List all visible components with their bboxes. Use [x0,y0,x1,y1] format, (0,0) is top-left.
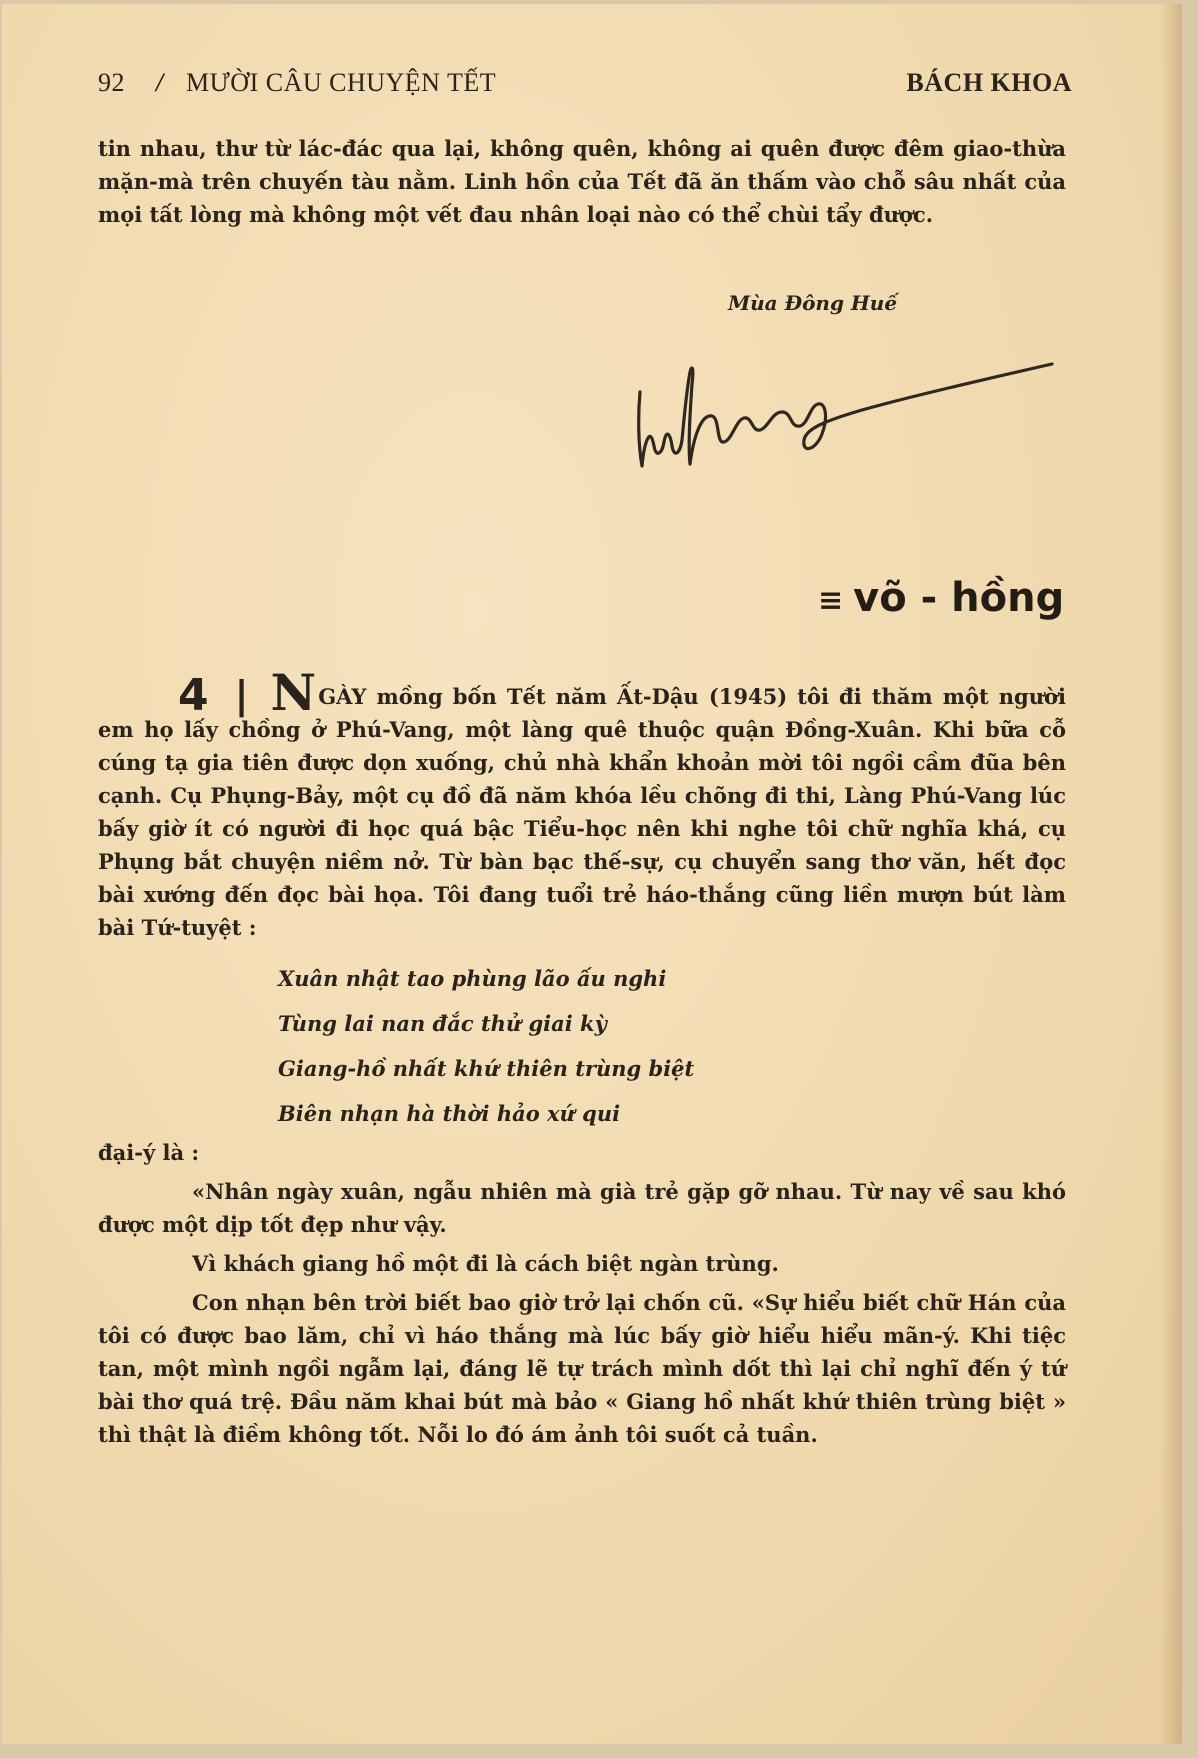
translation-paragraph-3: Con nhạn bên trời biết bao giờ trở lại chốn cũ. «Sự hiểu biết chữ Hán của tôi có được bao lăm, chỉ vì háo thắng mà lúc bấy giờ hiểu hiểu mãn-ý. Khi tiệc tan, một mình ngồi ngẫm lại, đáng lẽ tự trách mình dốt thì lại chỉ nghĩ đến ý tứ bài thơ quá trệ. Đầu năm khai bút mà bảo « Giang hồ nhất khứ thiên trùng biệt » thì thật là điềm không tốt. Nỗi lo đó ám ảnh tôi suốt cả tuần. [98,1290,1066,1447]
translation-paragraph-2: Vì khách giang hồ một đi là cách biệt ngàn trùng. [192,1251,779,1276]
drop-cap: N [270,663,317,722]
poem-line-4: Biên nhạn hà thời hảo xứ qui [278,1101,621,1126]
translation-paragraph-1: «Nhân ngày xuân, ngẫu nhiên mà già trẻ gặp gỡ nhau. Từ nay về sau khó được một dịp tốt đẹp như vậy. [98,1179,1066,1237]
poem-line-2: Tùng lai nan đắc thử giai kỳ [278,1011,607,1036]
magazine-page [2,4,1182,1744]
magazine-name: BÁCH KHOA [906,68,1072,97]
author-name: võ - hồng [853,575,1065,621]
poem-block [278,956,1066,1136]
story-section [98,663,1066,1451]
byline-bars: ≡ [818,582,844,618]
signoff-location: Mùa Đông Huế [728,291,898,315]
poem-line-1: Xuân nhật tao phùng lão ấu nghi [278,966,667,991]
opening-text: GÀY mồng bốn Tết năm Ất-Dậu (1945) tôi đi thăm một người em họ lấy chồng ở Phú-Vang, một làng quê thuộc quận Đồng-Xuân. Khi bữa cỗ cúng tạ gia tiên được dọn xuống, chủ nhà khẩn khoản mời tôi ngồi cầm đũa bên cạnh. Cụ Phụng-Bảy, một cụ đồ đã năm khóa lều chõng đi thi, Làng Phú-Vang lúc bấy giờ ít có người đi học quá bậc Tiểu-học nên khi nghe tôi chữ nghĩa khá, cụ Phụng bắt chuyện niềm nở. Từ bàn bạc thế-sự, cụ chuyển sang thơ văn, hết đọc bài xướng đến đọc bài họa. Tôi đang tuổi trẻ háo-thắng cũng liền mượn bút làm bài Tứ-tuyệt : [98,684,1066,940]
meaning-intro: đại-ý là : [98,1140,200,1165]
section-bar: | [234,673,249,717]
page-edge-shadow [1160,4,1182,1744]
book-title: MƯỜI CÂU CHUYỆN TẾT [186,68,497,97]
page-number: 92 [98,68,125,97]
poem-line-3: Giang-hồ nhất khứ thiên trùng biệt [278,1056,695,1081]
previous-story-ending: tin nhau, thư từ lác-đác qua lại, không quên, không ai quên được đêm giao-thừa mặn-mà trên chuyến tàu nằm. Linh hồn của Tết đã ăn thấm vào chỗ sâu nhất của mọi tất lòng mà không một vết đau nhân loại nào có thể chùi tẩy được. [98,136,1066,227]
header-separator: / [156,68,164,97]
author-byline [818,575,1065,621]
section-number: 4 [178,670,209,721]
story-opening-paragraph [98,663,1066,944]
handwritten-signature [632,354,1062,494]
